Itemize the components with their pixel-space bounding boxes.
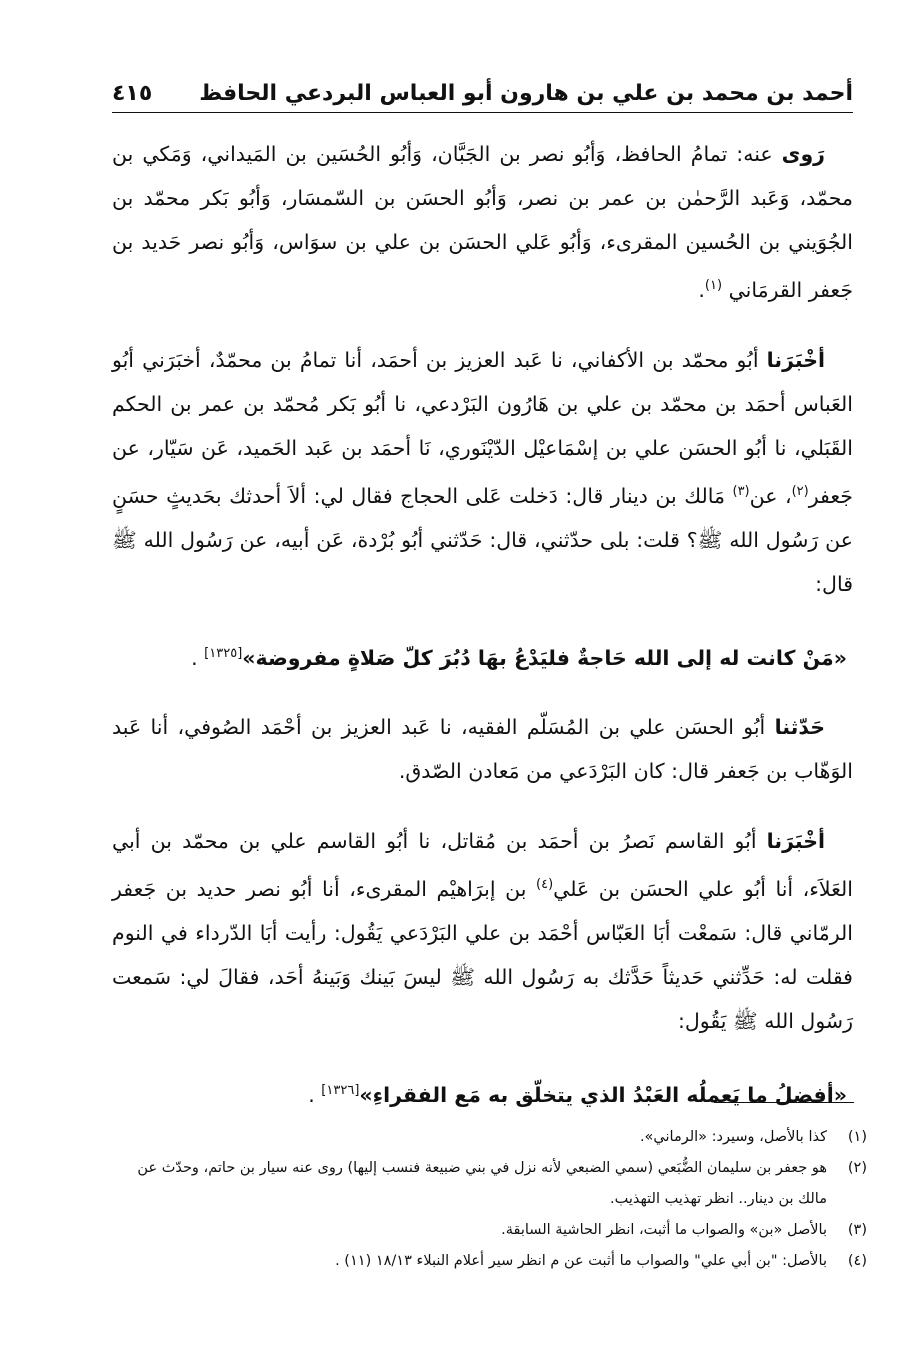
hadith-number: [١٣٢٥] <box>204 645 243 661</box>
footnote-text: بالأصل: "بن أبي علي" والصواب ما أثبت عن م انظر سير أعلام النبلاء ١٨/١٣ (١١) . <box>335 1253 827 1269</box>
footnote-text: كذا بالأصل، وسيرد: «الرماني». <box>639 1129 827 1145</box>
footnote <box>112 1246 867 1277</box>
footnote-ref: (٤) <box>536 877 554 893</box>
running-header <box>112 60 853 113</box>
footnote-ref: (٢) <box>791 483 809 499</box>
hadith-matn: «أفضلُ ما يَعملُه العَبْدُ الذي يتخلّق به مَع الفقراءِ» <box>359 1083 847 1108</box>
footnote-number: (٣) <box>847 1222 867 1238</box>
hadith-matn: «مَنْ كانت له إلى الله حَاجةٌ فليَدْعُ بهَا دُبُرَ كلّ صَلاةٍ مفروضة» <box>242 645 847 670</box>
paragraph-lead: أخْبَرَنا <box>766 829 825 854</box>
footnote <box>112 1122 867 1153</box>
paragraph-lead: رَوى <box>781 142 825 166</box>
footnote-number: (٢) <box>847 1160 867 1176</box>
hadith-text <box>112 632 853 680</box>
footnote-ref: (٣) <box>732 483 750 499</box>
footnote <box>112 1215 867 1246</box>
footnote-divider <box>714 1102 854 1103</box>
hadith-text <box>112 1069 853 1117</box>
footnotes <box>112 1122 867 1277</box>
paragraph-tail: . <box>698 277 705 302</box>
running-title: أحمد بن محمد بن علي بن هارون أبو العباس البردعي الحافظ <box>199 81 853 106</box>
main-text <box>112 132 853 1143</box>
paragraph-text: مَالك بن دينار قال: دَخلت عَلى الحجاج فقال لي: ألاَ أحدثك بحَديثٍ حسَنٍ عن رَسُول الله ﷺ؟ قلت: بلى حدّثني، قال: حَدّثني أبُو بُرْدة، عَن أبيه، عن رَسُول الله ﷺ قال: <box>112 483 853 596</box>
paragraph <box>112 705 853 793</box>
paragraph <box>112 132 853 312</box>
page-number: ٤١٥ <box>112 81 153 106</box>
paragraph-lead: حَدّثنا <box>774 715 825 740</box>
paragraph-tail: . <box>191 645 198 670</box>
paragraph-tail: . <box>308 1083 315 1108</box>
paragraph-text: ، عن <box>749 483 792 508</box>
paragraph-text: عنه: تمامُ الحافظ، وَأبُو نصر بن الجَبَّان، وَأبُو الحُسَين بن المَيداني، وَمَكي بن محمّد، وَعَبد الرَّحمٰن بن عمر بن نصر، وَأبُو الحسَن بن السّمسَار، وَأبُو بَكر محمّد بن الجُوَيني بن الحُسين المقرىء، وَأبُو عَلي الحسَن بن علي بن سوَاس، وَأبُو نصر حَديد بن جَعفر القرمَاني <box>112 142 853 302</box>
paragraph-text: أبُو القاسم نَصرُ بن أحمَد بن مُقاتل، نا أبُو القاسم علي بن محمّد بن أبي العَلاَء، أنا أبُو علي الحسَن بن عَلي <box>112 829 853 902</box>
hadith-number: [١٣٢٦] <box>321 1083 360 1099</box>
footnote-number: (٤) <box>847 1253 867 1269</box>
paragraph-text: أبُو الحسَن علي بن المُسَلّم الفقيه، نا عَبد العزيز بن أحْمَد الصُوفي، أنا عَبد الوَهّاب بن جَعفر قال: كان البَرْدَعي من مَعادن الصّدق. <box>112 715 853 784</box>
paragraph-text: بن إبرَاهيْم المقرىء، أنا أبُو نصر حديد بن جَعفر الرمّاني قال: سَمعْت أبَا العَبّاس أحْمَد بن علي البَرْدَعي يَقُول: رأيت أبَا الدّرداء في النوم فقلت له: حَدِّثني حَديثاً حَدَّثك به رَسُول الله ﷺ ليسَ بَينك وَبَينهُ أحَد، فقالَ لي: سَمعت رَسُول الله ﷺ يَقُول: <box>112 877 853 1034</box>
paragraph <box>112 338 853 606</box>
footnote-text: بالأصل «بن» والصواب ما أثبت، انظر الحاشية السابقة. <box>501 1222 827 1238</box>
footnote-text: هو جعفر بن سليمان الضُّبَعي (سمي الضبعي لأنه نزل في بني ضبيعة فنسب إليها) روى عنه سيار بن حاتم، وحدّث عن مالك بن دينار.. انظر تهذيب التهذيب. <box>137 1160 827 1207</box>
paragraph-lead: أخْبَرَنا <box>766 347 825 372</box>
footnote <box>112 1153 867 1215</box>
paragraph-text: أبُو محمّد بن الأكفاني، نا عَبد العزيز بن أحمَد، أنا تمامُ بن محمّدٌ، أخبَرَني أبُو العَباس أحمَد بن محمّد بن علي بن هَارُون البَرْدعي، نا أبُو بَكر مُحمّد بن عمر بن الحكم القَبَلي، نا أبُو الحسَن علي بن إسْمَاعيْل الدّيْنَوري، نَا أحمَد بن عَبد الحَميد، عَن سَيّار، عن جَعفر <box>112 347 853 508</box>
paragraph <box>112 819 853 1043</box>
footnote-number: (١) <box>847 1129 867 1145</box>
footnote-ref: (١) <box>704 278 723 293</box>
